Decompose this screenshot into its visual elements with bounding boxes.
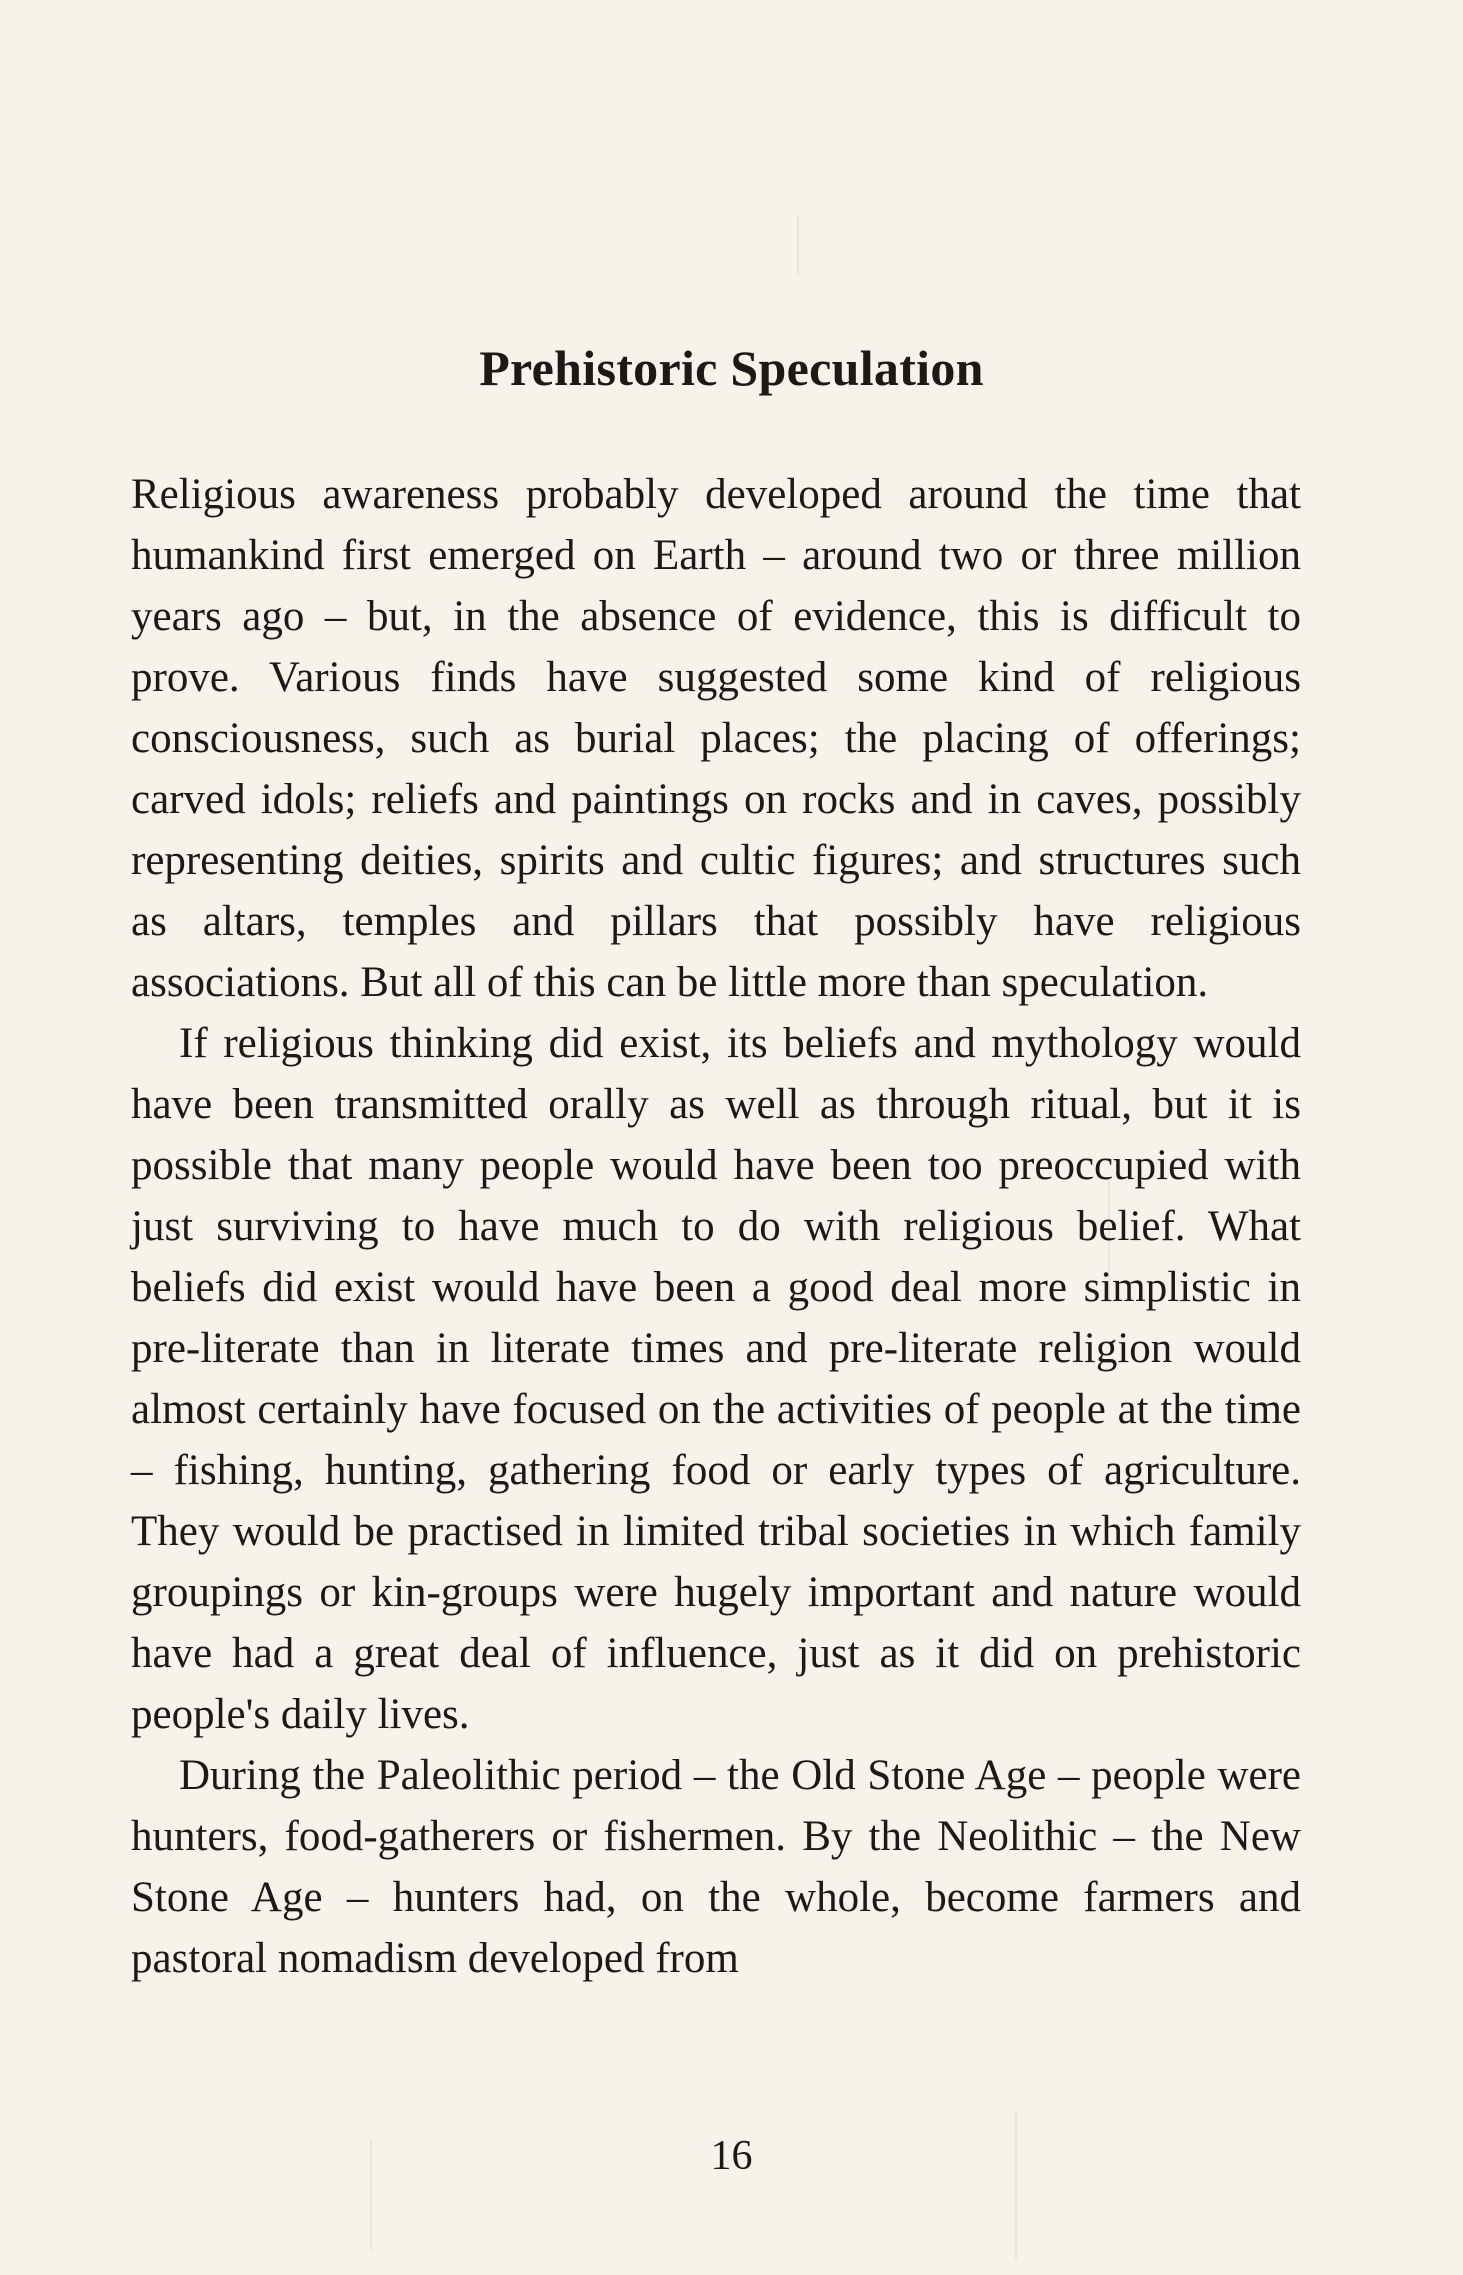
page-number: 16 <box>710 2133 753 2179</box>
section-heading: Prehistoric Speculation <box>479 340 984 396</box>
show-through-mark <box>797 215 799 275</box>
paragraph: If religious thinking did exist, its beliefs and mythology would have been transmitted orally as well as through ritual, but it is possible that many people would have been too preoccupied with just surviving to have much to do with religious belief. What beliefs did exist would have been a good deal more simplistic in pre-literate than in literate times and pre-literate religion would almost certainly have focused on the activities of people at the time – fishing, hunting, gathering food or early types of agriculture. They would be practised in limited tribal societies in which family groupings or kin-groups were hugely important and nature would have had a great deal of influence, just as it did on prehistoric people's daily lives. <box>131 1020 1301 1738</box>
body-text <box>131 464 1301 1989</box>
paragraph: Religious awareness probably developed around the time that humankind first emerged on Earth – around two or three million years ago – but, in the absence of evidence, this is difficult to prove. Various finds have suggested some kind of religious consciousness, such as burial places; the placing of offerings; carved idols; reliefs and paintings on rocks and in caves, possibly representing deities, spirits and cultic figures; and structures such as altars, temples and pillars that possibly have religious associations. But all of this can be little more than speculation. <box>131 471 1301 1006</box>
paragraph: During the Paleolithic period – the Old Stone Age – people were hunters, food-gatherers or fishermen. By the Neolithic – the New Stone Age – hunters had, on the whole, become farmers and pastoral nomadism developed from <box>131 1752 1301 1982</box>
